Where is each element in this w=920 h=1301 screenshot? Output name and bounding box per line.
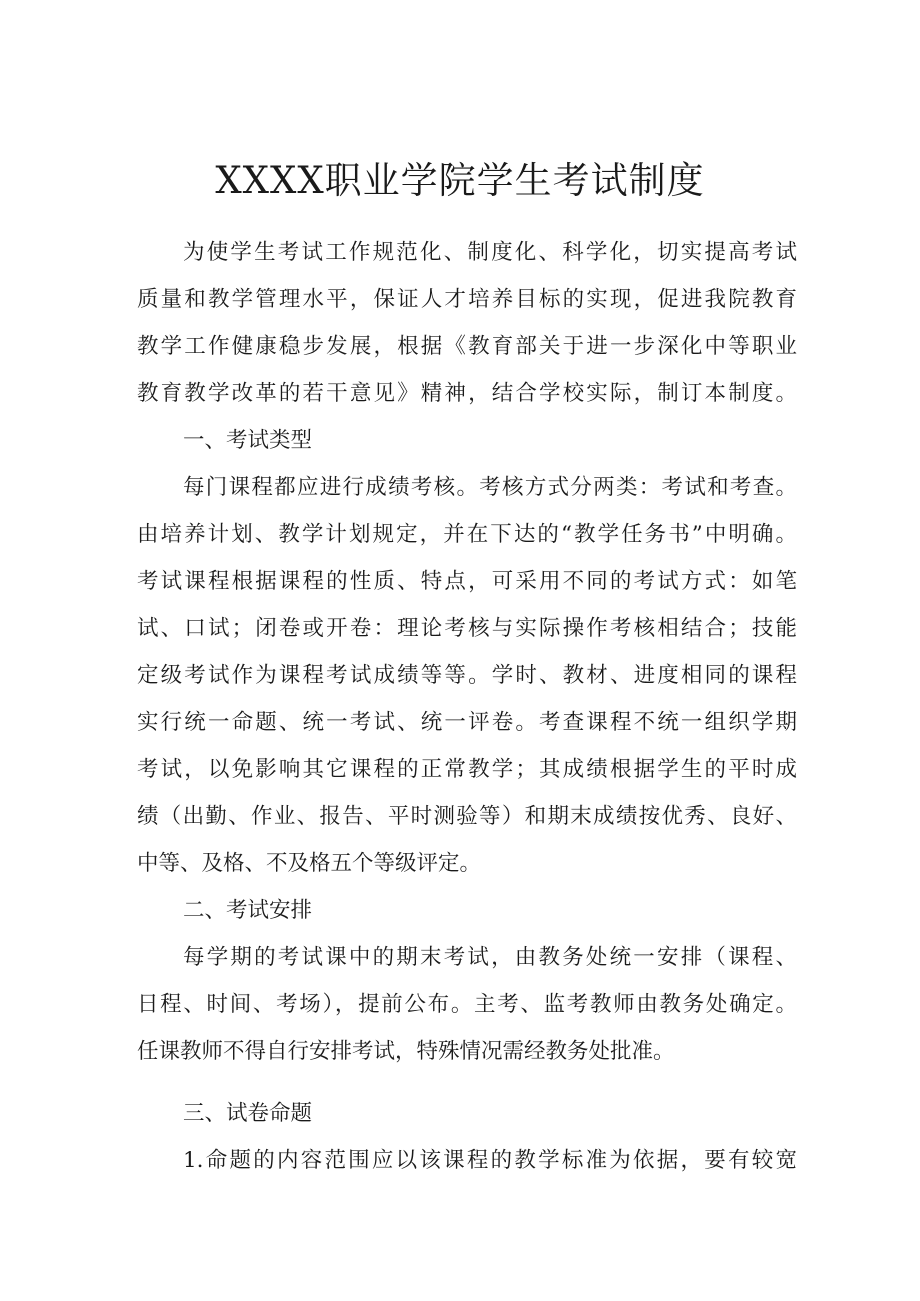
- paragraph-line: 实行统一命题、统一考试、统一评卷。考查课程不统一组织学期: [137, 710, 797, 735]
- paragraph-line: 教育教学改革的若干意见》精神，结合学校实际，制订本制度。: [137, 381, 797, 406]
- section-spacer: [137, 1075, 797, 1090]
- paragraph-line: 试、口试；闭卷或开卷：理论考核与实际操作考核相结合；技能: [137, 616, 797, 641]
- paragraph-line: 质量和教学管理水平，保证人才培养目标的实现，促进我院教育: [137, 287, 797, 312]
- paragraph-line: 日程、时间、考场），提前公布。主考、监考教师由教务处确定。: [137, 992, 797, 1017]
- paragraph-line: 中等、及格、不及格五个等级评定。: [137, 851, 482, 876]
- paragraph-line: 1.命题的内容范围应以该课程的教学标准为依据，要有较宽: [183, 1148, 797, 1173]
- paragraph-line: 为使学生考试工作规范化、制度化、科学化，切实提高考试: [183, 240, 797, 265]
- paragraph-line: 由培养计划、教学计划规定，并在下达的“教学任务书”中明确。: [137, 522, 797, 547]
- document-body: [137, 229, 797, 1184]
- paragraph-line: 每门课程都应进行成绩考核。考核方式分两类：考试和考查。: [183, 475, 797, 500]
- paragraph-line: 绩（出勤、作业、报告、平时测验等）和期末成绩按优秀、良好、: [137, 804, 797, 829]
- section-heading-exam-types: 一、考试类型: [183, 428, 313, 453]
- paragraph-line: 任课教师不得自行安排考试，特殊情况需经教务处批准。: [137, 1039, 675, 1064]
- document-title: XXXX职业学院学生考试制度: [215, 159, 705, 202]
- paragraph-line: 考试，以免影响其它课程的正常教学；其成绩根据学生的平时成: [137, 757, 797, 782]
- paragraph-line: 每学期的考试课中的期末考试，由教务处统一安排（课程、: [183, 945, 797, 970]
- paragraph-line: 考试课程根据课程的性质、特点，可采用不同的考试方式：如笔: [137, 569, 797, 594]
- paragraph-line: 教学工作健康稳步发展，根据《教育部关于进一步深化中等职业: [137, 334, 797, 359]
- section-heading-paper-setting: 三、试卷命题: [183, 1101, 313, 1126]
- paragraph-line: 定级考试作为课程考试成绩等等。学时、教材、进度相同的课程: [137, 663, 797, 688]
- section-heading-exam-arrangement: 二、考试安排: [183, 898, 313, 923]
